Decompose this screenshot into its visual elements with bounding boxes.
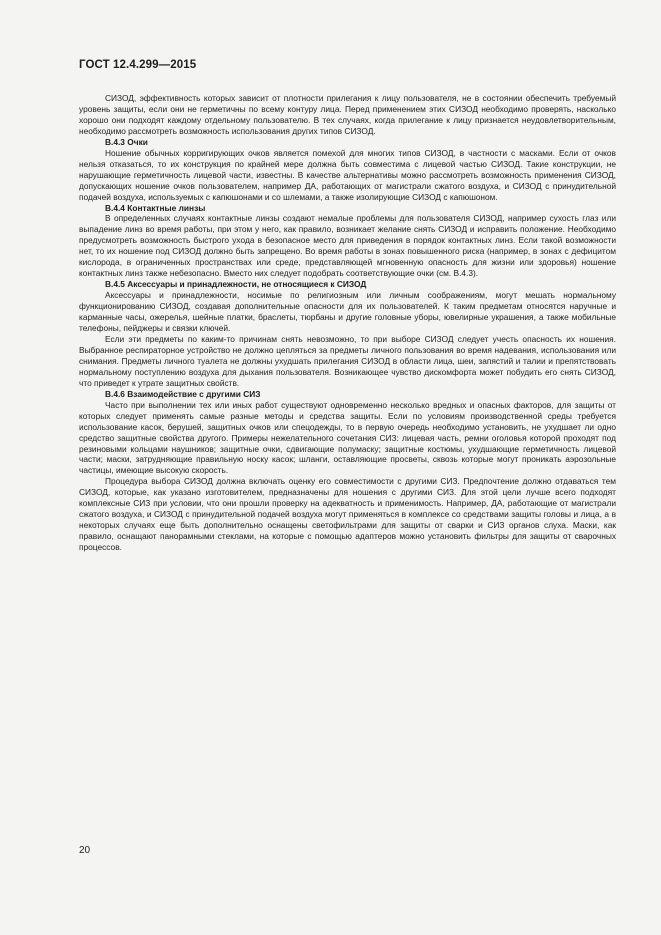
paragraph-b4-4-contact-lenses: В определенных случаях контактные линзы создают немалые проблемы для пользователя СИЗОД, например сухость глаз или выпадение линз во время работы, при этом у него, как правило, возникает желание снять СИЗОД и исправить положение. Необходимо предусмотреть возможность быстрого ухода в безопасное место для приведения в порядок контактных линз. Если такой возможности нет, то их ношение под СИЗОД должно быть запрещено. Во время работы в зонах повышенного риска (например, в зонах с дефицитом кислорода, в ограниченных пространствах или среде, представляющей мгновенную опасность для жизни или здоровья) ношение контактных линз также небезопасно. Вместо них следует подобрать соответствующие очки (см. В.4.3). — [79, 213, 616, 279]
paragraph-b4-6-selection: Процедура выбора СИЗОД должна включать оценку его совместимости с другими СИЗ. Предпочтение должно отдаваться тем СИЗОД, которые, как указано изготовителем, предназначены для ношения с другими СИЗ. Для этой цели лучше всего подходят комплексные СИЗ при условии, что они прошли проверку на адекватность и применимость. Например, ДА, работающие от магистрали сжатого воздуха, и СИЗОД с принудительной подачей воздуха могут применяться в комплексе со средствами защиты головы и лица, а в некоторых случаях еще быть дополнительно оснащены светофильтрами для защиты от сварки и СИЗ органов слуха. Маски, как правило, оснащают панорамными стеклами, на которые с помощью адаптеров можно установить фильтры для защиты от сварочных процессов. — [79, 476, 616, 553]
paragraph-b4-3-glasses: Ношение обычных корригирующих очков является помехой для многих типов СИЗОД, в частности с масками. Если от очков нельзя отказаться, то их конструкция по крайней мере должна быть совместима с лицевой частью СИЗОД. Такие конструкции, не нарушающие герметичность лицевой части, известны. В качестве альтернативы можно рассмотреть возможность применения СИЗОД, допускающих ношение очков пользователем, например ДА, работающих от магистрали сжатого воздуха, и СИЗОД с принудительной подачей воздуха, используемых с капюшонами и со шлемами, а также изолирующие СИЗОД с капюшоном. — [79, 147, 616, 202]
section-heading-b4-6: В.4.6 Взаимодействие с другими СИЗ — [105, 388, 261, 399]
page-number: 20 — [79, 845, 91, 856]
paragraph-b4-5-removal: Если эти предметы по каким-то причинам снять невозможно, то при выборе СИЗОД следует учесть опасность их ношения. Выбранное респираторное устройство не должно цепляться за предметы личного пользования во время надевания, использования или снимания. Предметы личного туалета не должны ухудшать прилегания СИЗОД в области лица, шеи, запястий и талии и препятствовать нормальному поступлению воздуха для дыхания пользователя. Возникающее чувство дискомфорта может побудить его снять СИЗОД, что приведет к утрате защитных свойств. — [79, 333, 616, 388]
section-heading-b4-3: В.4.3 Очки — [105, 136, 148, 147]
paragraph-b4-5-accessories: Аксессуары и принадлежности, носимые по религиозным или личным соображениям, могут мешать нормальному функционированию СИЗОД, создавая дополнительные опасности для их пользователей. К таким предметам относятся наручные и карманные часы, ожерелья, шейные платки, браслеты, тюрбаны и другие головные уборы, ювелирные украшения, а также мобильные телефоны, пейджеры и связки ключей. — [79, 290, 616, 334]
document-body — [79, 93, 616, 553]
paragraph-b4-2-fit: СИЗОД, эффективность которых зависит от плотности прилегания к лицу пользователя, не в состоянии обеспечить требуемый уровень защиты, если они не герметичны по всему контуру лица. Перед применением этих СИЗОД необходимо проверять, насколько хорошо они подходят каждому отдельному пользователю. В тех случаях, когда прилегание к лицу признается неудовлетворительным, необходимо рассмотреть возможность использования других типов СИЗОД. — [79, 93, 616, 136]
section-heading-b4-5: В.4.5 Аксессуары и принадлежности, не относящиеся к СИЗОД — [105, 279, 367, 290]
section-heading-b4-4: В.4.4 Контактные линзы — [105, 202, 206, 213]
standard-code-header: ГОСТ 12.4.299—2015 — [79, 59, 197, 71]
paragraph-b4-6-interaction: Часто при выполнении тех или иных работ существуют одновременно несколько вредных и опасных факторов, для защиты от которых следует применять самые разные методы и средства защиты. Если по условиям производственной среды требуется использование касок, берушей, защитных очков или спецодежды, то в первую очередь необходимо установить, не ухудшает ли одно средство защитные свойства другого. Примеры нежелательного сочетания СИЗ: лицевая часть, ремни оголовья которой проходят под резиновыми кольцами наушников; защитные очки, сдвигающие полумаску; защитные костюмы, ухудшающие герметичность лицевой части; маски, затрудняющие правильную носку касок; шланги, оставляющие просветы, сквозь которые могут проникать аэрозольные частицы, имеющие высокую скорость. — [79, 399, 616, 476]
